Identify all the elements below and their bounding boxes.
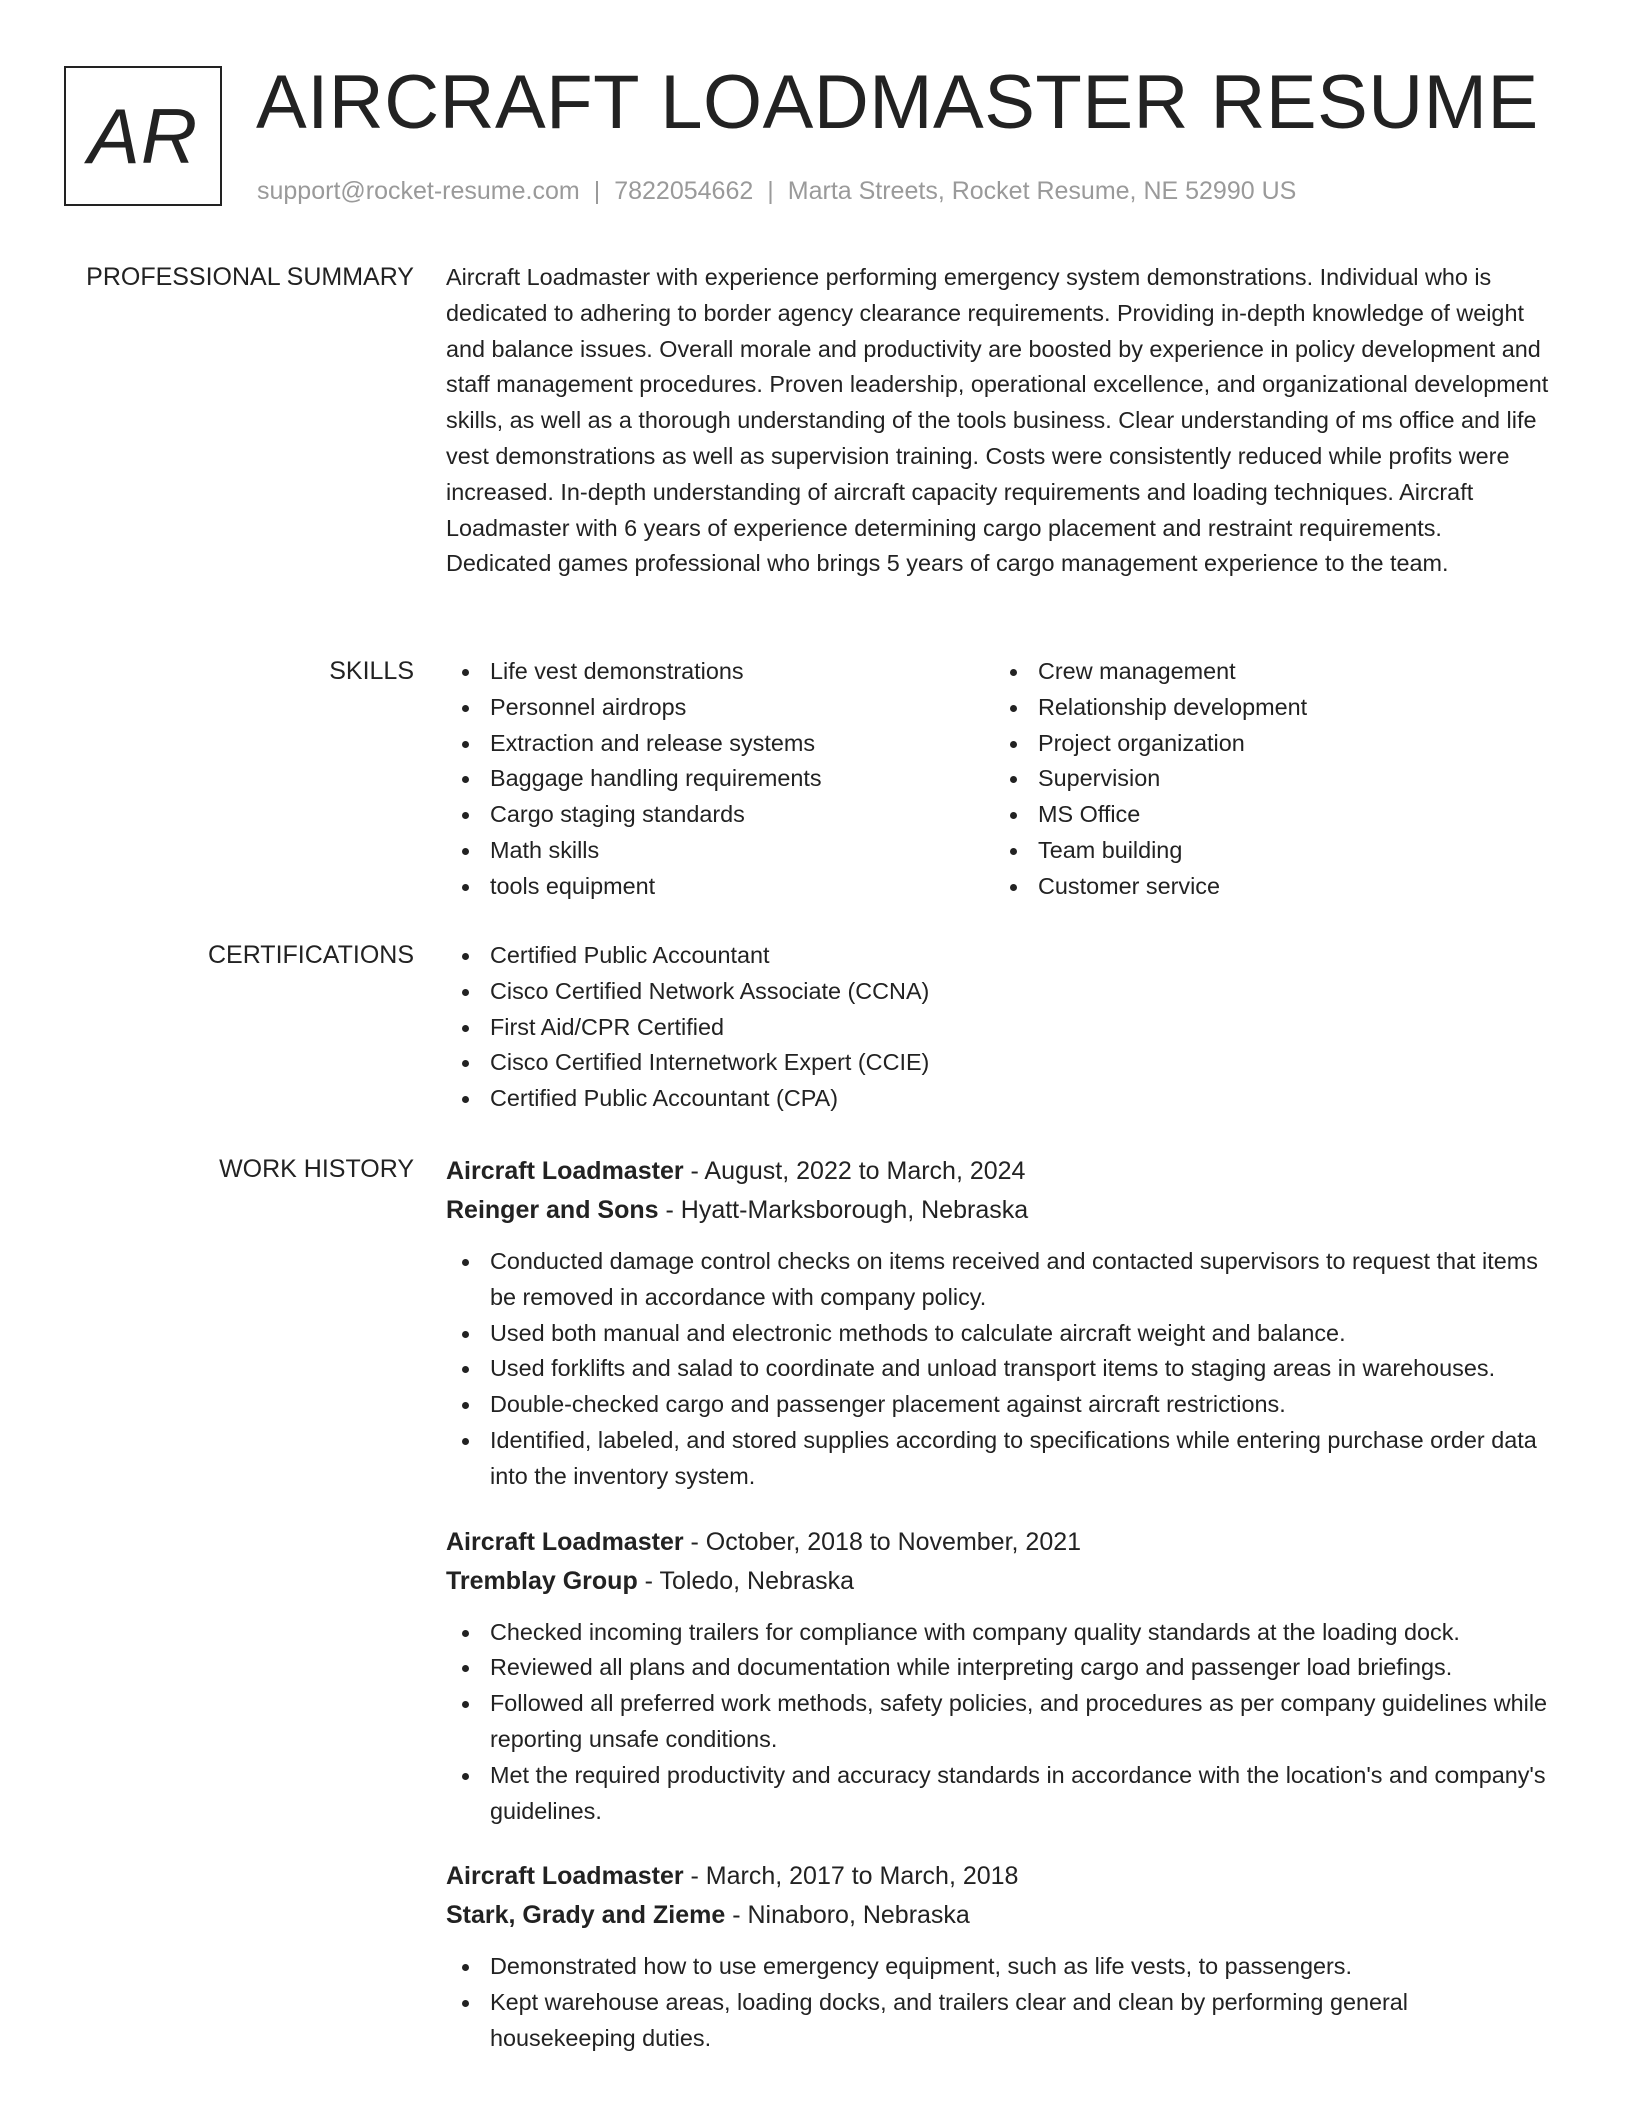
skill-item: Team building (994, 833, 1542, 869)
skills-list-right (994, 654, 1542, 905)
monogram-initials: AR (87, 91, 199, 180)
skill-item: Life vest demonstrations (446, 654, 994, 690)
contact-phone: 7822054662 (614, 177, 754, 205)
job-dates: - August, 2022 to March, 2024 (683, 1157, 1026, 1185)
skill-item: Crew management (994, 654, 1542, 690)
job-duty-item: Followed all preferred work methods, safety policies, and procedures as per company guidelines while reporting unsafe conditions. (446, 1686, 1550, 1758)
certification-item: Cisco Certified Internetwork Expert (CCIE) (446, 1045, 1550, 1081)
job-entry (446, 1523, 1550, 1830)
job-dates: - October, 2018 to November, 2021 (683, 1527, 1082, 1556)
skills-label: SKILLS (329, 657, 414, 685)
job-location: - Ninaboro, Nebraska (725, 1901, 970, 1930)
job-duty-item: Conducted damage control checks on items received and contacted supervisors to request that items be removed in accordance with company policy. (446, 1244, 1550, 1316)
job-title-line (446, 1857, 1550, 1896)
job-title-line (446, 1152, 1550, 1191)
job-duty-item: Reviewed all plans and documentation while interpreting cargo and passenger load briefings. (446, 1650, 1550, 1686)
certifications-list (446, 938, 1550, 1117)
job-company-line (446, 1191, 1550, 1230)
certification-item: Cisco Certified Network Associate (CCNA) (446, 974, 1550, 1010)
skill-item: Project organization (994, 726, 1542, 762)
job-duty-item: Demonstrated how to use emergency equipment, such as life vests, to passengers. (446, 1949, 1550, 1985)
contact-separator: | (593, 177, 601, 205)
job-title-line (446, 1523, 1550, 1562)
work-label: WORK HISTORY (219, 1155, 414, 1183)
page-title: AIRCRAFT LOADMASTER RESUME (256, 60, 1539, 145)
job-duties-list (446, 1615, 1550, 1830)
job-title: Aircraft Loadmaster (446, 1862, 684, 1891)
job-entry (446, 1152, 1550, 1495)
summary-body (446, 260, 1550, 582)
skill-item: Baggage handling requirements (446, 761, 994, 797)
contact-email: support@rocket-resume.com (257, 177, 580, 205)
certifications-label: CERTIFICATIONS (207, 941, 414, 969)
job-duty-item: Used forklifts and salad to coordinate and unload transport items to staging areas in warehouses. (446, 1351, 1550, 1387)
skill-item: tools equipment (446, 869, 994, 905)
certification-item: First Aid/CPR Certified (446, 1010, 1550, 1046)
job-title: Aircraft Loadmaster (446, 1157, 684, 1185)
skill-item: Supervision (994, 761, 1542, 797)
job-duties-list (446, 1244, 1550, 1495)
skill-item: Relationship development (994, 690, 1542, 726)
job-company: Stark, Grady and Zieme (446, 1901, 726, 1930)
job-dates: - March, 2017 to March, 2018 (683, 1862, 1019, 1891)
summary-text: Aircraft Loadmaster with experience performing emergency system demonstrations. Individual who is dedicated to adhering to border agency clearance requirements. Providing in-depth knowledge of weight and balance issues. Overall morale and productivity are boosted by experience in policy development and staff management procedures. Proven leadership, operational excellence, and organizational development skills, as well as a thorough understanding of the tools business. Clear understanding of ms office and life vest demonstrations as well as supervision training. Costs were consistently reduced while profits were increased. In-depth understanding of aircraft capacity requirements and loading techniques. Aircraft Loadmaster with 6 years of experience determining cargo placement and restraint requirements. Dedicated games professional who brings 5 years of cargo management experience to the team. (446, 264, 1549, 577)
job-location: - Hyatt-Marksborough, Nebraska (658, 1196, 1029, 1224)
certifications-body (446, 938, 1550, 1117)
job-duty-item: Identified, labeled, and stored supplies according to specifications while entering purchase order data into the inventory system. (446, 1423, 1550, 1495)
skill-item: MS Office (994, 797, 1542, 833)
skill-item: Customer service (994, 869, 1542, 905)
job-entry (446, 1857, 1550, 2056)
certification-item: Certified Public Accountant (446, 938, 1550, 974)
job-company-line (446, 1896, 1550, 1935)
skill-item: Extraction and release systems (446, 726, 994, 762)
job-duty-item: Double-checked cargo and passenger placement against aircraft restrictions. (446, 1387, 1550, 1423)
work-body (446, 1152, 1550, 2085)
certification-item: Certified Public Accountant (CPA) (446, 1081, 1550, 1117)
job-duty-item: Used both manual and electronic methods to calculate aircraft weight and balance. (446, 1316, 1550, 1352)
job-location: - Toledo, Nebraska (637, 1566, 855, 1595)
contact-line (257, 174, 1296, 208)
job-company-line (446, 1562, 1550, 1601)
contact-separator: | (767, 177, 774, 205)
skills-body (446, 654, 1550, 905)
job-company: Tremblay Group (446, 1566, 638, 1595)
job-duty-item: Checked incoming trailers for compliance with company quality standards at the loading dock. (446, 1615, 1550, 1651)
skills-list-left (446, 654, 994, 905)
job-company: Reinger and Sons (446, 1196, 659, 1224)
skill-item: Cargo staging standards (446, 797, 994, 833)
summary-label: PROFESSIONAL SUMMARY (86, 263, 414, 291)
contact-address: Marta Streets, Rocket Resume, NE 52990 US (787, 177, 1297, 205)
job-duties-list (446, 1949, 1550, 2056)
monogram-box (64, 66, 222, 206)
job-duty-item: Kept warehouse areas, loading docks, and trailers clear and clean by performing general housekeeping duties. (446, 1985, 1550, 2057)
skill-item: Math skills (446, 833, 994, 869)
job-title: Aircraft Loadmaster (446, 1527, 684, 1556)
job-duty-item: Met the required productivity and accuracy standards in accordance with the location's and company's guidelines. (446, 1758, 1550, 1830)
skill-item: Personnel airdrops (446, 690, 994, 726)
